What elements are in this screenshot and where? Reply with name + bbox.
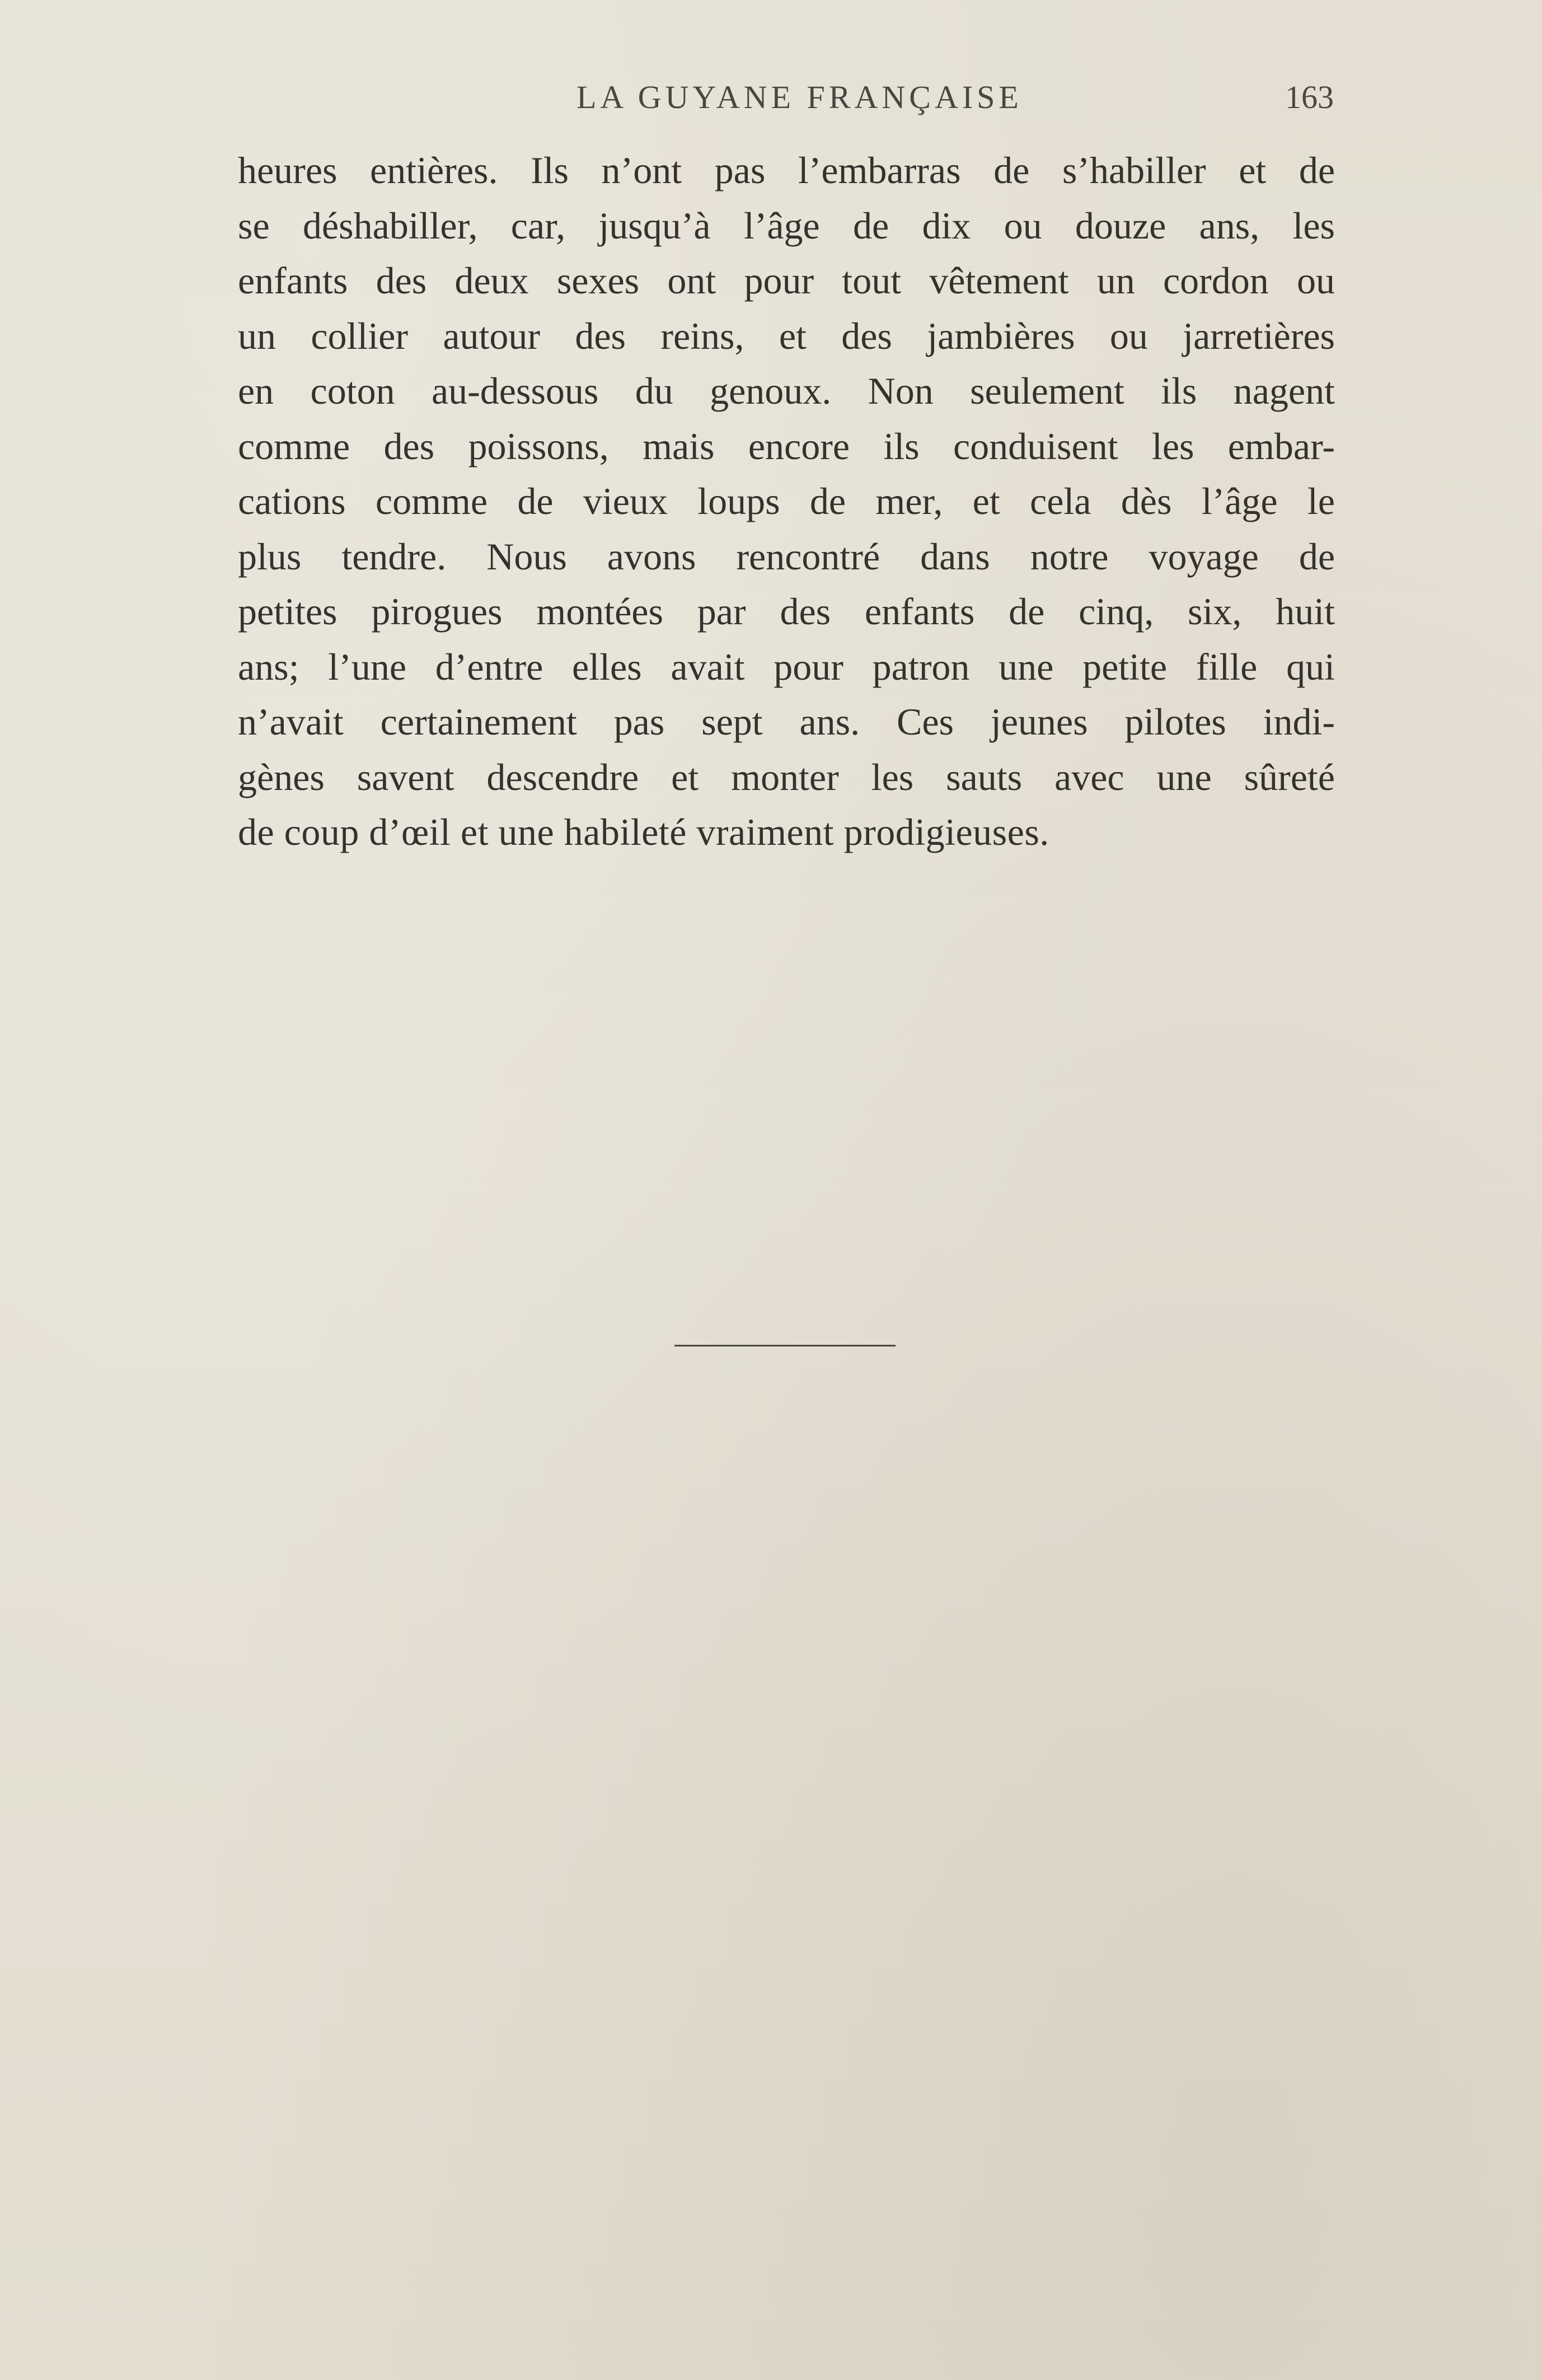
running-head-title: LA GUYANE FRANÇAISE (577, 79, 1023, 115)
text-line: enfants des deux sexes ont pour tout vêtement un cordon ou (238, 259, 1335, 302)
text-line: cations comme de vieux loups de mer, et cela dès l’âge le (238, 480, 1335, 522)
text-line: n’avait certainement pas sept ans. Ces jeunes pilotes indi- (238, 700, 1335, 743)
text-line: de coup d’œil et une habileté vraiment prodigieuses. (238, 811, 1049, 853)
text-line: plus tendre. Nous avons rencontré dans notre voyage de (238, 535, 1335, 578)
section-end-rule (674, 1345, 896, 1346)
text-line: un collier autour des reins, et des jambières ou jarretières (238, 314, 1335, 357)
text-line: en coton au-dessous du genoux. Non seulement ils nagent (238, 370, 1335, 412)
text-line: petites pirogues montées par des enfants de cinq, six, huit (238, 590, 1335, 633)
text-line: se déshabiller, car, jusqu’à l’âge de dix ou douze ans, les (238, 204, 1335, 247)
text-line: ans; l’une d’entre elles avait pour patron une petite fille qui (238, 645, 1335, 688)
text-line: heures entières. Ils n’ont pas l’embarras de s’habiller et de (238, 149, 1335, 191)
page-number: 163 (1285, 79, 1334, 115)
body-paragraph (238, 143, 1335, 860)
text-line: comme des poissons, mais encore ils conduisent les embar- (238, 424, 1335, 467)
text-line: gènes savent descendre et monter les sauts avec une sûreté (238, 755, 1335, 798)
